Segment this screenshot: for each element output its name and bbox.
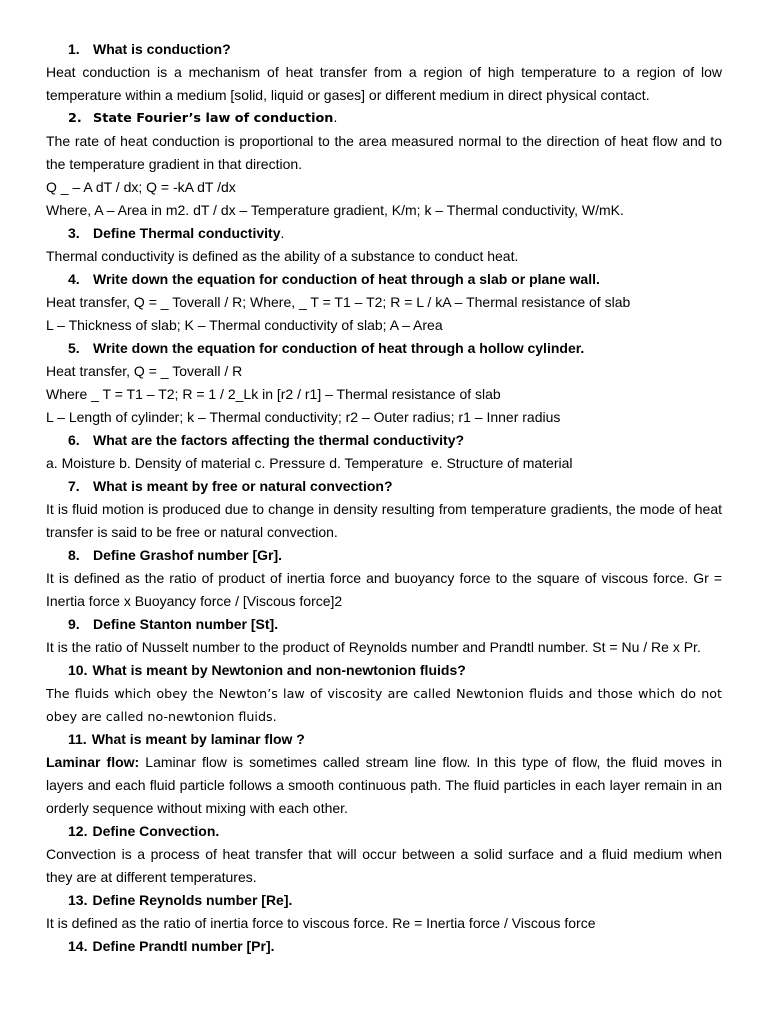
question-heading xyxy=(46,613,722,636)
question-number: 13. xyxy=(68,892,88,908)
answer-paragraph: Convection is a process of heat transfer that will occur between a solid surface and a fluid medium when they are at different temperatures. xyxy=(46,846,722,885)
question-text: Define Convection. xyxy=(92,823,220,839)
question-text: State Fourier’s law of conduction xyxy=(93,111,334,126)
answer-paragraph: Thermal conductivity is defined as the ability of a substance to conduct heat. xyxy=(46,248,519,264)
answer-lead-term: Laminar flow: xyxy=(46,754,140,770)
question-heading xyxy=(46,429,722,452)
question-number: 7. xyxy=(68,478,80,494)
answer-paragraph: Where, A – Area in m2. dT / dx – Temperature gradient, K/m; k – Thermal conductivity, W/mK. xyxy=(46,202,624,218)
answer-paragraph: Heat transfer, Q = _ Toverall / R xyxy=(46,363,243,379)
question-text: What is conduction? xyxy=(93,41,231,57)
question-trailing-period: . xyxy=(280,225,285,241)
answer-paragraph: It is fluid motion is produced due to change in density resulting from temperature gradients, the mode of heat transfer is said to be free or natural convection. xyxy=(46,501,722,540)
question-text: Define Thermal conductivity xyxy=(93,225,281,241)
question-number: 14. xyxy=(68,938,88,954)
question-heading xyxy=(46,475,722,498)
question-heading xyxy=(46,38,722,61)
question-heading xyxy=(46,222,722,245)
question-number: 10. xyxy=(68,662,88,678)
question-heading xyxy=(46,107,722,130)
answer-paragraph xyxy=(46,751,722,820)
question-heading xyxy=(46,337,722,360)
question-number: 3. xyxy=(68,225,80,241)
question-heading xyxy=(46,544,722,567)
question-number: 6. xyxy=(68,432,80,448)
question-text: What is meant by laminar flow ? xyxy=(91,731,305,747)
answer-paragraph: It is defined as the ratio of product of inertia force and buoyancy force to the square of viscous force. Gr = Inertia force x Buoyancy force / [Viscous force]2 xyxy=(46,570,722,609)
answer-paragraph: The fluids which obey the Newton’s law of viscosity are called Newtonion fluids and those which do not obey are called no-newtonion fluids. xyxy=(46,686,722,724)
answer-paragraph: Heat conduction is a mechanism of heat transfer from a region of high temperature to a region of low temperature within a medium [solid, liquid or gases] or different medium in direct physical contact. xyxy=(46,64,722,103)
answer-body: Laminar flow is sometimes called stream line flow. In this type of flow, the fluid moves in layers and each fluid particle follows a smooth continuous path. The fluid particles in each layer remain in an orderly sequence without mixing with each other. xyxy=(46,754,722,816)
question-text: Write down the equation for conduction of heat through a hollow cylinder. xyxy=(93,340,585,356)
question-number: 12. xyxy=(68,823,88,839)
answer-paragraph: L – Length of cylinder; k – Thermal conductivity; r2 – Outer radius; r1 – Inner radius xyxy=(46,409,561,425)
question-text: What is meant by Newtonion and non-newtonion fluids? xyxy=(92,662,466,678)
question-text: Define Stanton number [St]. xyxy=(93,616,279,632)
answer-equation: Q _ – A dT / dx; Q = -kA dT /dx xyxy=(46,179,236,195)
question-number: 5. xyxy=(68,340,80,356)
answer-paragraph: It is defined as the ratio of inertia force to viscous force. Re = Inertia force / Viscous force xyxy=(46,915,596,931)
question-heading xyxy=(46,889,722,912)
question-number: 8. xyxy=(68,547,80,563)
qa-document xyxy=(46,38,722,958)
question-heading xyxy=(46,659,722,682)
answer-paragraph: Where _ T = T1 – T2; R = 1 / 2_Lk in [r2 / r1] – Thermal resistance of slab xyxy=(46,386,501,402)
answer-paragraph: It is the ratio of Nusselt number to the product of Reynolds number and Prandtl number. St = Nu / Re x Pr. xyxy=(46,639,701,655)
question-text: Write down the equation for conduction of heat through a slab or plane wall. xyxy=(93,271,600,287)
answer-paragraph: The rate of heat conduction is proportional to the area measured normal to the direction of heat flow and to the temperature gradient in that direction. xyxy=(46,133,722,172)
question-heading xyxy=(46,935,722,958)
question-number: 2. xyxy=(68,111,82,126)
answer-paragraph: a. Moisture b. Density of material c. Pressure d. Temperature e. Structure of material xyxy=(46,455,573,471)
answer-paragraph: L – Thickness of slab; K – Thermal conductivity of slab; A – Area xyxy=(46,317,443,333)
question-text: What are the factors affecting the thermal conductivity? xyxy=(93,432,465,448)
question-heading xyxy=(46,728,722,751)
question-number: 11. xyxy=(68,731,87,747)
question-heading xyxy=(46,820,722,843)
question-number: 4. xyxy=(68,271,80,287)
question-text: Define Grashof number [Gr]. xyxy=(93,547,283,563)
question-text: Define Reynolds number [Re]. xyxy=(92,892,293,908)
question-trailing-period: . xyxy=(333,111,338,126)
question-number: 9. xyxy=(68,616,80,632)
question-heading xyxy=(46,268,722,291)
question-text: Define Prandtl number [Pr]. xyxy=(92,938,275,954)
question-number: 1. xyxy=(68,41,80,57)
answer-paragraph: Heat transfer, Q = _ Toverall / R; Where, _ T = T1 – T2; R = L / kA – Thermal resistance of slab xyxy=(46,294,631,310)
question-text: What is meant by free or natural convection? xyxy=(93,478,393,494)
